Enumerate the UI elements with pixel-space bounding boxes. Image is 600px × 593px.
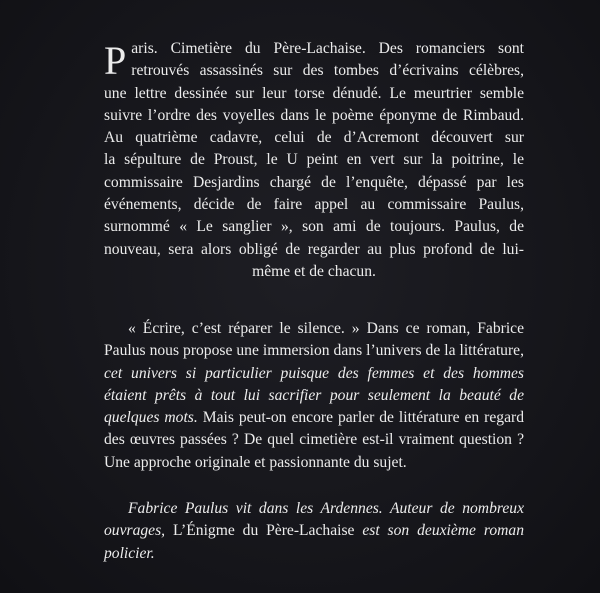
synopsis-line: même et de chacun.	[252, 262, 376, 280]
synopsis-line: retrouvés assassinés sur des tombes d’écrivains célèbres,	[131, 62, 524, 80]
book-title: L’Énigme du Père-Lachaise	[172, 522, 355, 540]
synopsis-line: surnommé « Le sanglier », son ami de toujours. Paulus, de	[104, 218, 524, 236]
synopsis-line: Au quatrième cadavre, celui de d’Acremont découvert sur	[104, 129, 524, 147]
synopsis-line: commissaire Desjardins chargé de l’enquête, dépassé par les	[104, 173, 524, 191]
description-text-end: Mais peut-on encore parler de littérature en regard des œuvres passées ? De quel cimetière est-il vraiment question ? Une approche originale et passionnante du sujet.	[104, 409, 524, 471]
author-bio-text-end: est son deuxième roman policier.	[104, 522, 525, 562]
synopsis-line: une lettre dessinée sur leur torse dénudé. Le meurtrier semble	[104, 84, 524, 102]
synopsis-line: aris. Cimetière du Père-Lachaise. Des romanciers sont	[131, 40, 524, 57]
synopsis-line: suivre l’ordre des voyelles dans le poème éponyme de Rimbaud.	[104, 106, 524, 124]
author-bio-text: Fabrice Paulus vit dans les Ardennes. Auteur de nombreux ouvrages,	[104, 500, 524, 540]
synopsis-line: événements, décide de faire appel au commissaire Paulus,	[104, 196, 524, 214]
drop-cap-letter: P	[104, 38, 127, 83]
author-bio-paragraph	[104, 498, 524, 565]
description-text: « Écrire, c’est réparer le silence. » Dans ce roman, Fabrice Paulus nous propose une immersion dans l’univers de la littérature,	[104, 320, 524, 360]
synopsis-line: nouveau, sera alors obligé de regarder au plus profond de lui-	[104, 240, 524, 258]
synopsis-paragraph	[104, 38, 524, 283]
description-paragraph	[104, 318, 524, 474]
description-italic-text: cet univers si particulier puisque des femmes et des hommes étaient prêts à tout lui sacrifier pour seulement la beauté de quelques mots.	[104, 364, 524, 427]
synopsis-line: la sépulture de Proust, le U peint en vert sur la poitrine, le	[104, 151, 524, 169]
